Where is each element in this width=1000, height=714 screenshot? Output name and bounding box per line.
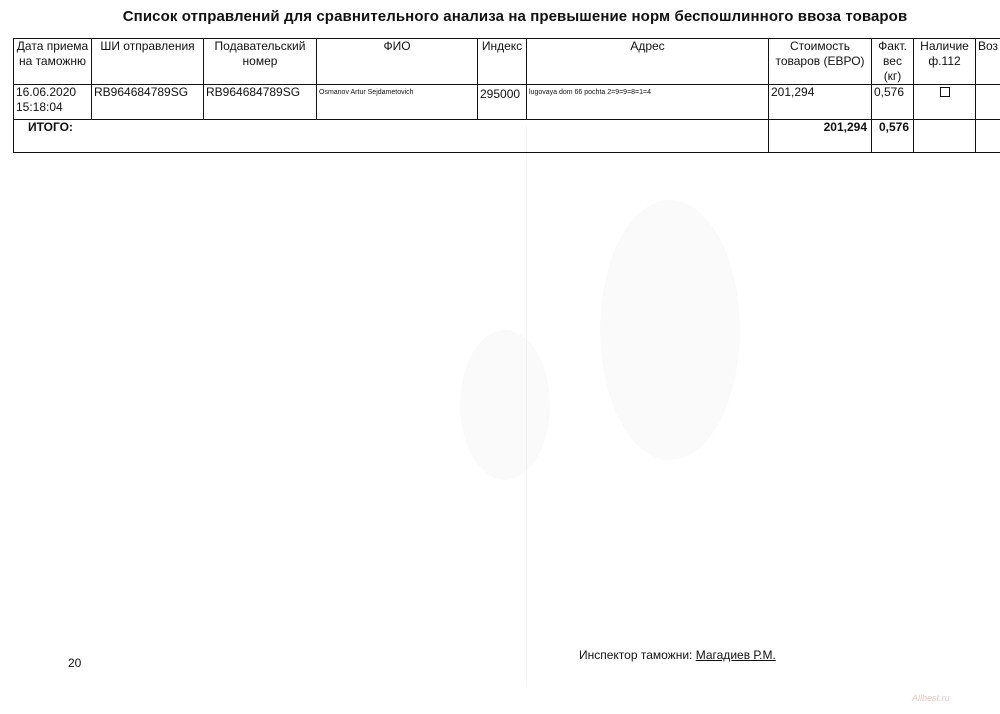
table-header-row [14,39,1000,85]
col-header-f112: Наличие ф.112 [914,39,976,85]
col-header-weight: Факт. вес (кг) [872,39,914,85]
total-label: ИТОГО: [14,120,769,153]
col-header-date: Дата приема на таможню [14,39,92,85]
col-header-extra: Воз [976,39,1000,85]
page-number-fragment: 20 [68,656,82,670]
shipments-table [13,38,1000,153]
scan-smudge [460,330,550,480]
col-header-barcode: ШИ отправления [92,39,204,85]
col-header-address: Адрес [527,39,769,85]
cell-barcode: RB964684789SG [92,85,204,120]
f112-checkbox [940,87,950,97]
table-row [14,85,1000,120]
total-f112 [914,120,976,153]
total-weight: 0,576 [872,120,914,153]
total-extra [976,120,1000,153]
cell-address: lugovaya dom 66 pochta 2=9=9=8=1=4 [527,85,769,120]
total-cost: 201,294 [769,120,872,153]
col-header-cost: Стоимость товаров (ЕВРО) [769,39,872,85]
cell-cost: 201,294 [769,85,872,120]
inspector-label: Инспектор таможни: [579,648,693,662]
inspector-signature-line [579,648,776,662]
cell-extra [976,85,1000,120]
total-row [14,120,1000,153]
cell-index: 295000 [478,85,527,120]
col-header-sender-number: Подавательский номер [204,39,317,85]
col-header-index: Индекс [478,39,527,85]
cell-sender-number: RB964684789SG [204,85,317,120]
watermark: Allbest.ru [912,693,950,703]
cell-fio: Osmanov Artur Sejdametovich [317,85,478,120]
inspector-name: Магадиев Р.М. [695,648,776,662]
cell-weight: 0,576 [872,85,914,120]
col-header-fio: ФИО [317,39,478,85]
document-title: Список отправлений для сравнительного анализа на превышение норм беспошлинного ввоза товаров [122,8,908,25]
cell-date: 16.06.2020 15:18:04 [14,85,92,120]
scan-smudge [600,200,740,460]
cell-f112 [914,85,976,120]
